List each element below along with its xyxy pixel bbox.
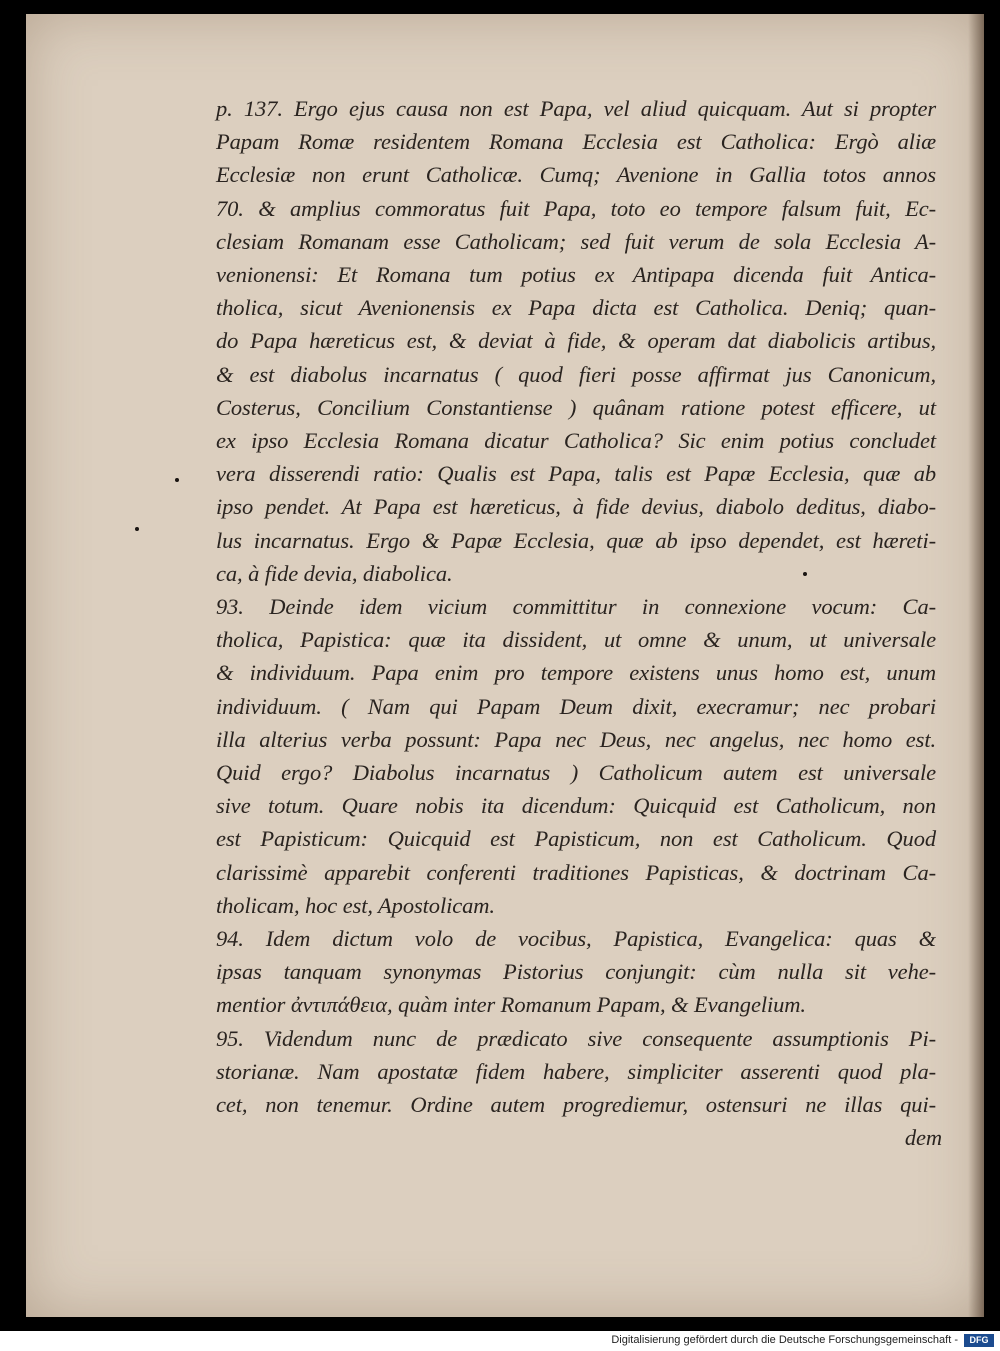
- paragraph-93-start: 93. Deinde idem vicium committitur in connexione vocum: Ca-: [216, 594, 936, 620]
- text-line: clesiam Romanam esse Catholicam; sed fuit verum de sola Ecclesia A-: [216, 228, 936, 254]
- text-line: Papam Romæ residentem Romana Ecclesia est Catholica: Ergò aliæ: [216, 129, 936, 155]
- text-line: clarissimè apparebit conferenti traditiones Papisticas, & doctrinam Ca-: [216, 859, 936, 885]
- catchword: dem: [904, 1125, 942, 1151]
- text-line: venionensi: Et Romana tum potius ex Antipapa dicenda fuit Antica-: [216, 262, 936, 288]
- text-line: & est diabolus incarnatus ( quod fieri posse affirmat jus Canonicum,: [216, 361, 936, 387]
- ink-speck: [175, 478, 179, 482]
- digitization-footer: [0, 1331, 1000, 1351]
- text-line: do Papa hæreticus est, & deviat à fide, & operam dat diabolicis artibus,: [216, 328, 936, 354]
- text-line: mentior ἀντιπάθεια, quàm inter Romanum Papam, & Evangelium.: [216, 992, 806, 1018]
- text-line: ex ipso Ecclesia Romana dicatur Catholica? Sic enim potius concludet: [216, 428, 936, 454]
- text-line: vera disserendi ratio: Qualis est Papa, talis est Papæ Ecclesia, quæ ab: [216, 461, 936, 487]
- text-line: individuum. ( Nam qui Papam Deum dixit, execramur; nec probari: [216, 693, 936, 719]
- text-line: ipso pendet. At Papa est hæreticus, à fide devius, diabolo deditus, diabo-: [216, 494, 936, 520]
- dfg-logo: DFG: [964, 1334, 994, 1347]
- ink-speck: [803, 572, 807, 576]
- ink-speck: [135, 527, 139, 531]
- text-line: illa alterius verba possunt: Papa nec Deus, nec angelus, nec homo est.: [216, 726, 936, 752]
- page-edge-shadow: [968, 14, 984, 1317]
- text-line: sive totum. Quare nobis ita dicendum: Quicquid est Catholicum, non: [216, 793, 936, 819]
- text-line: ca, à fide devia, diabolica.: [216, 560, 453, 586]
- text-line: est Papisticum: Quicquid est Papisticum, non est Catholicum. Quod: [216, 826, 936, 852]
- text-line: p. 137. Ergo ejus causa non est Papa, vel aliud quicquam. Aut si propter: [216, 96, 936, 121]
- text-line: storianæ. Nam apostatæ fidem habere, simpliciter asserenti quod pla-: [216, 1058, 936, 1084]
- text-line: Quid ergo? Diabolus incarnatus ) Catholicum autem est universale: [216, 760, 936, 786]
- scanned-page: [26, 14, 984, 1317]
- paragraph-94-start: 94. Idem dictum volo de vocibus, Papistica, Evangelica: quas &: [216, 926, 936, 952]
- text-line: cet, non tenemur. Ordine autem progrediemur, ostensuri ne illas qui-: [216, 1092, 936, 1118]
- text-line: Costerus, Concilium Constantiense ) quânam ratione potest efficere, ut: [216, 394, 936, 420]
- text-line: tholicam, hoc est, Apostolicam.: [216, 892, 495, 918]
- body-text: [216, 92, 942, 1155]
- text-line: tholica, Papistica: quæ ita dissident, ut omne & unum, ut universale: [216, 627, 936, 653]
- text-line: 70. & amplius commoratus fuit Papa, toto eo tempore falsum fuit, Ec-: [216, 195, 936, 221]
- text-line: ipsas tanquam synonymas Pistorius conjungit: cùm nulla sit vehe-: [216, 959, 936, 985]
- paragraph-95-start: 95. Videndum nunc de prædicato sive consequente assumptionis Pi-: [216, 1025, 936, 1051]
- text-line: Ecclesiæ non erunt Catholicæ. Cumq; Avenione in Gallia totos annos: [216, 162, 936, 188]
- text-line: & individuum. Papa enim pro tempore existens unus homo est, unum: [216, 660, 936, 686]
- text-line: tholica, sicut Avenionensis ex Papa dicta est Catholica. Deniq; quan-: [216, 295, 936, 321]
- funding-notice: Digitalisierung gefördert durch die Deutsche Forschungsgemeinschaft -: [611, 1334, 958, 1346]
- text-line: lus incarnatus. Ergo & Papæ Ecclesia, quæ ab ipso dependet, est hæreti-: [216, 527, 936, 553]
